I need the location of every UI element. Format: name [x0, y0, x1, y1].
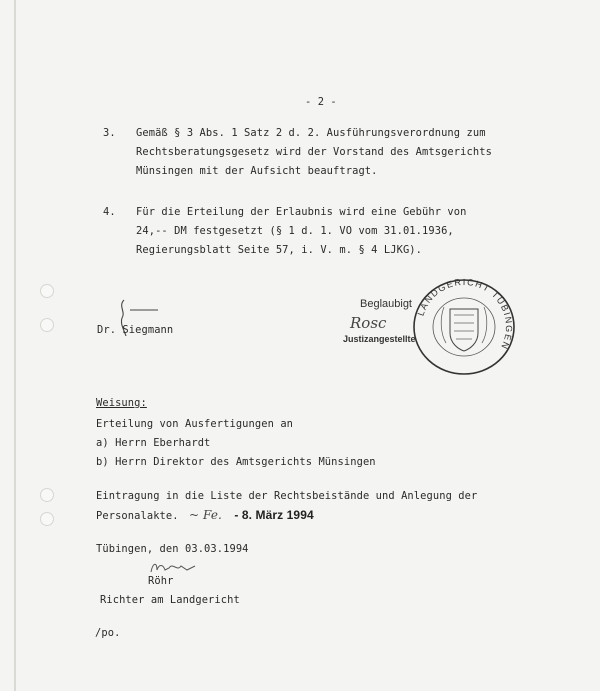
instructions-line-1: Erteilung von Ausfertigungen an: [96, 418, 294, 430]
item-3-number: 3.: [103, 127, 116, 139]
paper-edge-shadow: [14, 0, 16, 691]
entry-text: Personalakte.: [96, 510, 179, 522]
item-3: [103, 124, 492, 181]
instructions-list: [96, 415, 376, 472]
certification-handwriting: Rosc: [350, 314, 387, 332]
item-4-line-2: 24,-- DM festgesetzt (§ 1 d. 1. VO vom 31.01.1936,: [136, 225, 454, 237]
date-stamp: 8. März 1994: [241, 508, 314, 522]
instructions-line-2: a) Herrn Eberhardt: [96, 437, 211, 449]
punch-hole: [40, 512, 54, 526]
punch-hole: [40, 284, 54, 298]
punch-hole: [40, 318, 54, 332]
court-seal: [408, 277, 520, 377]
entry-annotation: ~ Fe.: [188, 508, 222, 522]
page-number: - 2 -: [305, 96, 337, 108]
item-4-line-1: Für die Erteilung der Erlaubnis wird eine Gebühr von: [136, 206, 467, 218]
place-date: Tübingen, den 03.03.1994: [96, 543, 249, 555]
svg-text:LANDGERICHT TÜBINGEN: [416, 277, 515, 352]
item-4-line-3: Regierungsblatt Seite 57, i. V. m. § 4 LJKG).: [136, 244, 423, 256]
seal-text: LANDGERICHT TÜBINGEN: [415, 277, 515, 352]
instructions-heading: Weisung:: [96, 397, 147, 409]
judge-title: Richter am Landgericht: [100, 594, 240, 606]
item-4: [103, 203, 467, 260]
signature-name: Dr. Siegmann: [97, 324, 174, 336]
coat-of-arms-icon: [441, 307, 487, 351]
judge-name: Röhr: [148, 575, 174, 587]
instructions-line-3: b) Herrn Direktor des Amtsgerichts Münsingen: [96, 456, 376, 468]
entry-line-2: Personalakte. ~ Fe. - 8. März 1994: [96, 508, 314, 522]
certification-role: Justizangestellte: [343, 334, 416, 344]
item-3-line-2: Rechtsberatungsgesetz wird der Vorstand des Amtsgerichts: [136, 146, 492, 158]
entry-line-1: Eintragung in die Liste der Rechtsbeistände und Anlegung der: [96, 490, 478, 502]
item-4-number: 4.: [103, 206, 116, 218]
certification-label: Beglaubigt: [360, 298, 412, 310]
item-3-line-3: Münsingen mit der Aufsicht beauftragt.: [136, 165, 378, 177]
item-3-line-1: Gemäß § 3 Abs. 1 Satz 2 d. 2. Ausführungsverordnung zum: [136, 127, 486, 139]
punch-hole: [40, 488, 54, 502]
reference-initials: /po.: [95, 627, 121, 639]
